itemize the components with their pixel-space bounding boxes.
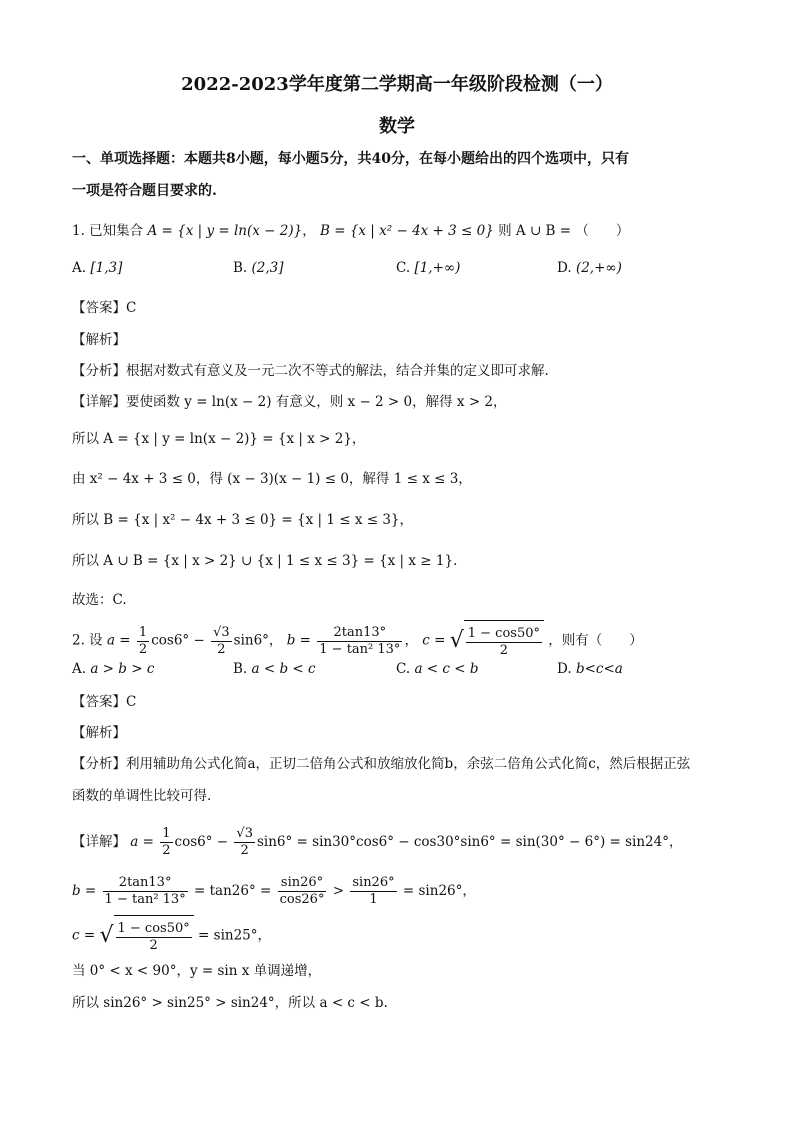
q2-detail-c-end: = sin25°， [198, 927, 272, 944]
option-value: (2,+∞) [575, 260, 622, 276]
q2-detail-b [72, 871, 734, 911]
q2-comma: ， [404, 632, 418, 649]
option-label: D. [557, 661, 572, 677]
q1-analysis: 【分析】根据对数式有意义及一元二次不等式的解法，结合并集的定义即可求解. [72, 363, 549, 379]
q2-detail-a [72, 822, 734, 862]
frac-den: 2 [217, 641, 226, 657]
frac-num: 1 − cos50° [117, 921, 190, 936]
q1-stem-prefix: 1. 已知集合 [72, 223, 144, 239]
frac-num: 1 [138, 624, 148, 640]
q2-option-b [233, 661, 316, 677]
sqrt-body [114, 915, 194, 957]
q1-detail-3: 由 x² − 4x + 3 ≤ 0，得 (x − 3)(x − 1) ≤ 0，解得 1 ≤ x ≤ 3， [72, 471, 472, 487]
q2-cos6: cos6° [151, 632, 190, 649]
q2-detail-c-sqrt [99, 915, 193, 957]
option-label: B. [233, 661, 248, 677]
q2-stem [72, 620, 734, 662]
section-heading-line1: 一、单项选择题：本题共8小题，每小题5分，共40分，在每小题给出的四个选项中，只有 [72, 151, 629, 167]
frac-den: 1 − tan² 13° [104, 892, 186, 907]
q2-detail-b-end: = sin26°， [402, 883, 476, 899]
q2-detail-c-frac [116, 921, 192, 954]
q2-a-lhs: a = [106, 632, 131, 649]
option-value: [1,3] [90, 260, 123, 276]
q2-detail-b-frac3 [350, 875, 396, 908]
q2-detail-minus: − [216, 834, 229, 850]
q2-detail-b-frac [103, 875, 188, 908]
q2-detail-b-frac2 [278, 875, 327, 908]
q2-stem-prefix: 2. 设 [72, 632, 103, 649]
option-value: (2,3] [251, 260, 284, 276]
q2-comma: ， [268, 632, 283, 649]
q2-detail-b-mid: = tan26° = [194, 883, 272, 899]
option-value: [1,+∞) [414, 260, 461, 276]
q1-detail-2: 所以 A = {x | y = ln(x − 2)} = {x | x > 2}， [72, 431, 366, 447]
sqrt-sign: √ [99, 923, 114, 948]
option-label: C. [396, 661, 411, 677]
q1-stem-suffix: 则 A ∪ B = （ ） [498, 223, 630, 239]
q2-analysis-tag: 【解析】 [72, 725, 126, 741]
q1-set-a: A = {x | y = ln(x − 2)} [147, 223, 303, 239]
q2-minus: − [193, 632, 205, 649]
option-value: a < c < b [414, 661, 479, 677]
frac-num: sin26° [278, 875, 327, 892]
option-label: B. [233, 260, 248, 276]
q1-detail-5: 所以 A ∪ B = {x | x > 2} ∪ {x | 1 ≤ x ≤ 3} = {x | x ≥ 1}. [72, 553, 458, 569]
frac-den: 1 − tan² 13° [319, 641, 401, 657]
q2-b-lhs: b = [286, 632, 311, 649]
q2-detail-a-rest: sin6° = sin30°cos6° − cos30°sin6° = sin(30° − 6°) = sin24°， [256, 834, 683, 850]
q1-option-a [72, 260, 122, 276]
frac-num: √3 [236, 826, 253, 841]
option-label: C. [396, 260, 411, 276]
q2-detail-c [72, 915, 734, 957]
frac-num: sin26° [352, 875, 395, 890]
option-label: A. [72, 661, 87, 677]
q2-detail-a-frac-sqrt3 [234, 826, 255, 859]
option-value: a > b > c [90, 661, 155, 677]
q2-option-a [72, 661, 154, 677]
q2-sin6: sin6° [233, 632, 269, 649]
option-label: D. [557, 260, 572, 276]
q2-c-sqrt [450, 620, 544, 662]
q2-c-frac [466, 626, 542, 659]
q2-detail-gt: > [332, 883, 345, 899]
subject-title: 数学 [379, 116, 415, 137]
option-value: a < b < c [251, 661, 316, 677]
page-title: 2022-2023学年度第二学期高一年级阶段检测（一） [181, 74, 613, 95]
frac-num: 2tan13° [103, 875, 188, 892]
sqrt-body [464, 620, 544, 662]
q1-analysis-tag: 【解析】 [72, 332, 126, 348]
frac-num: √3 [213, 624, 230, 640]
frac-den: 2 [499, 643, 508, 658]
option-label: A. [72, 260, 87, 276]
q2-option-c [396, 661, 478, 677]
q2-option-d [557, 661, 623, 677]
frac-den: 2 [162, 843, 171, 858]
q2-analysis-line1: 【分析】利用辅助角公式化简a，正切二倍角公式和放缩放化简b，余弦二倍角公式化简c，然后根据正弦 [72, 756, 691, 772]
q1-set-b: B = {x | x² − 4x + 3 ≤ 0} [320, 223, 494, 239]
q2-b-frac [317, 625, 402, 658]
q2-a-frac-sqrt3 [211, 625, 232, 658]
frac-den: 2 [149, 938, 158, 953]
frac-num: 2tan13° [317, 625, 402, 642]
frac-num: 1 [162, 826, 171, 841]
sqrt-sign: √ [449, 628, 464, 653]
q2-detail-c-lhs: c = [72, 927, 96, 944]
q1-detail-1: 【详解】要使函数 y = ln(x − 2) 有意义，则 x − 2 > 0，解得 x > 2， [72, 394, 507, 410]
q2-a-frac-half [137, 625, 149, 658]
section-heading-line2: 一项是符合题目要求的. [72, 183, 217, 199]
q2-analysis-line2: 函数的单调性比较可得. [72, 788, 212, 804]
frac-num: 1 − cos50° [467, 626, 540, 641]
frac-den: cos26° [279, 892, 325, 907]
q1-option-c [396, 260, 460, 276]
option-value: b<c<a [575, 661, 623, 677]
q1-comma: ， [302, 223, 316, 239]
q2-answer: 【答案】C [72, 694, 137, 710]
q2-detail-cos6: cos6° [174, 834, 213, 850]
q1-conclusion: 故选：C. [72, 592, 127, 608]
q1-stem [72, 221, 734, 241]
frac-den: 2 [138, 641, 148, 657]
q1-answer: 【答案】C [72, 300, 137, 316]
frac-den: 2 [240, 843, 249, 858]
q1-detail-4: 所以 B = {x | x² − 4x + 3 ≤ 0} = {x | 1 ≤ x ≤ 3}， [72, 512, 414, 528]
q2-detail-a-frac-half [160, 826, 172, 859]
q1-option-d [557, 260, 622, 276]
q2-detail-final: 所以 sin26° > sin25° > sin24°，所以 a < c < b. [72, 995, 388, 1011]
q1-option-b [233, 260, 284, 276]
q2-detail-b-lhs: b = [72, 883, 97, 899]
q2-detail-tag: 【详解】 [72, 834, 126, 850]
q2-detail-a-lhs: a = [130, 834, 154, 850]
q2-detail-mono: 当 0° < x < 90°，y = sin x 单调递增， [72, 963, 322, 979]
q2-stem-suffix: ，则有（ ） [548, 632, 643, 649]
frac-den: 1 [369, 892, 378, 907]
q2-c-lhs: c = [422, 632, 446, 649]
